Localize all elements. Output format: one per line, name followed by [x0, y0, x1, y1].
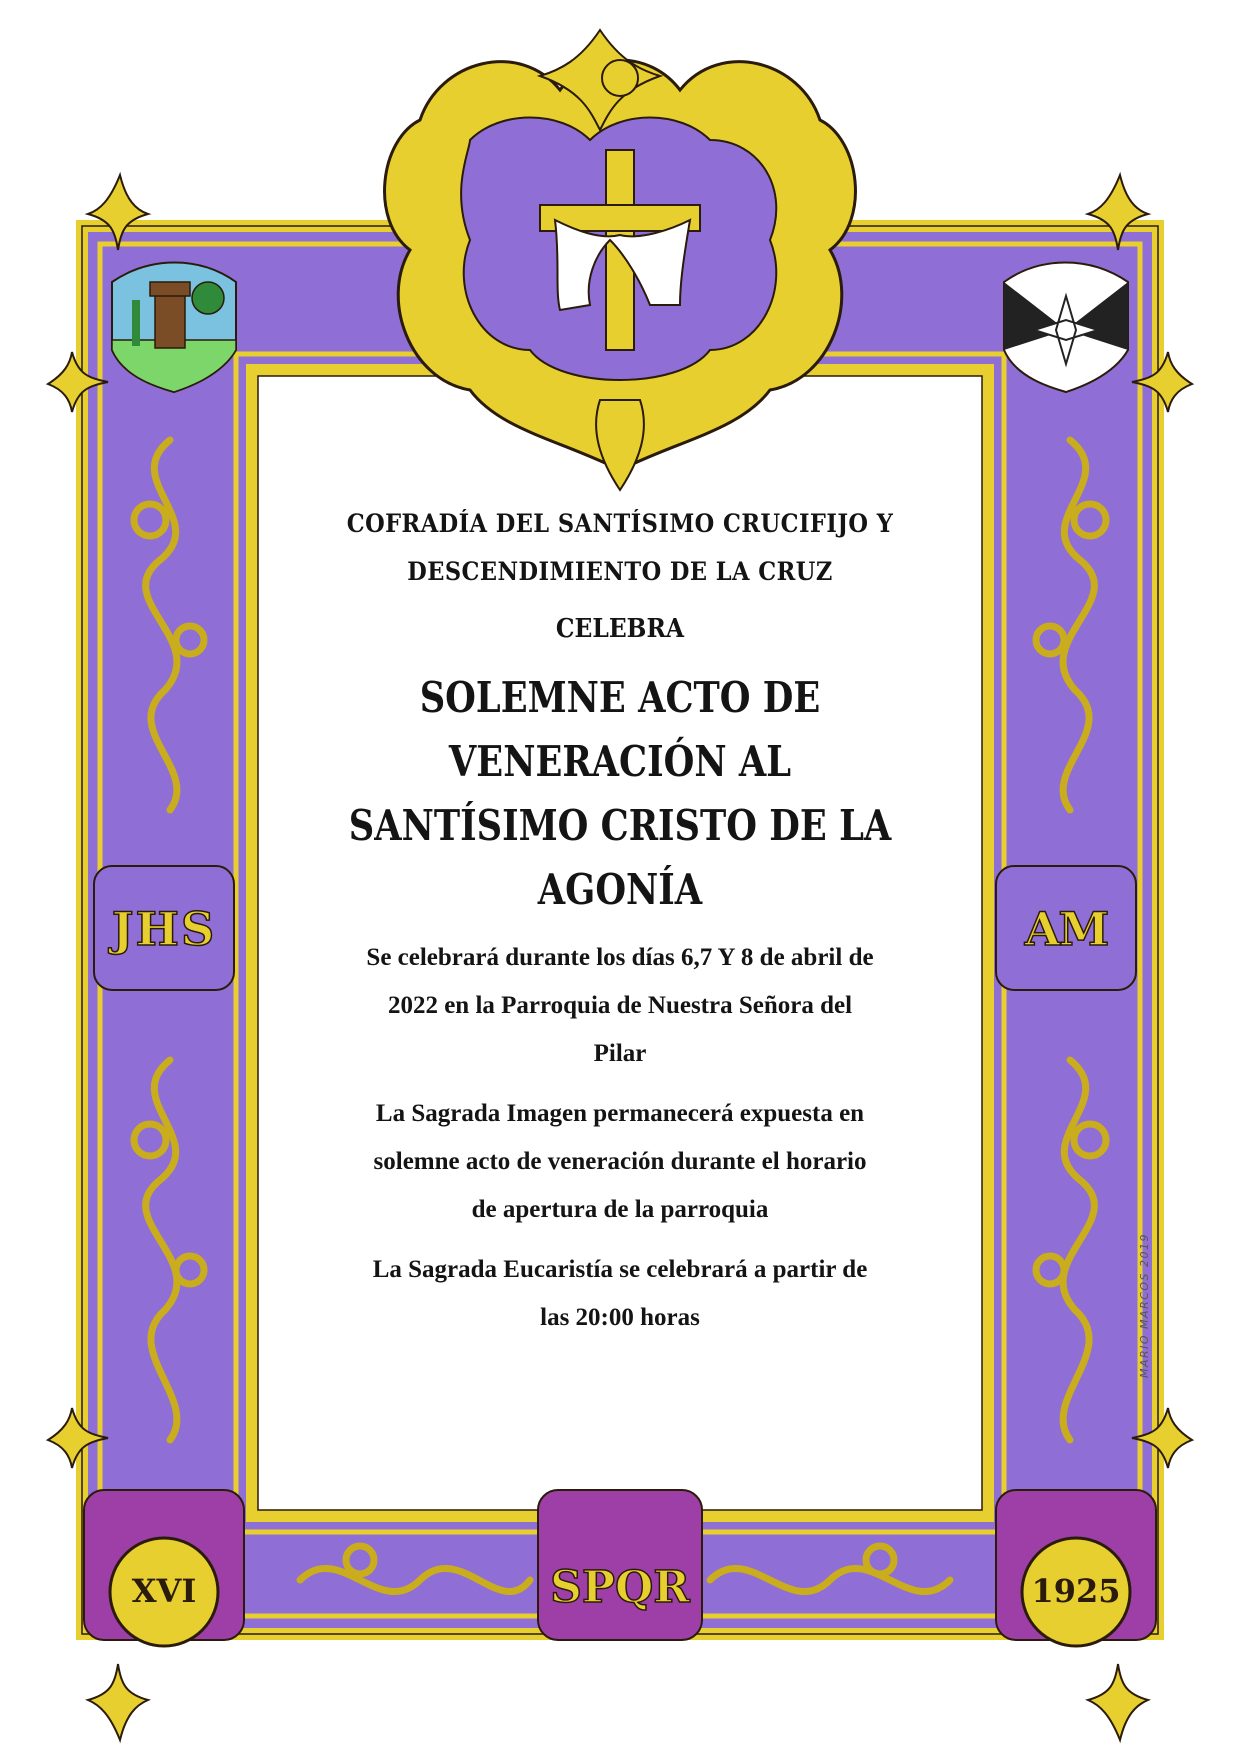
- exhibition-paragraph: [262, 1090, 978, 1234]
- eucharist-line-1: La Sagrada Eucaristía se celebrará a partir de: [372, 1256, 868, 1283]
- eucharist-line-2: las 20:00 horas: [540, 1304, 700, 1331]
- exhibition-line-3: de apertura de la parroquia: [471, 1196, 769, 1223]
- exhibition-line-1: La Sagrada Imagen permanecerá expuesta en: [375, 1100, 865, 1127]
- dates-line-3: Pilar: [593, 1040, 647, 1067]
- celebra-heading: CELEBRA: [555, 614, 685, 644]
- am-monogram: AM: [1024, 902, 1108, 956]
- brotherhood-name: [298, 500, 942, 596]
- artist-signature: MARIO MARCOS 2019: [1138, 1232, 1151, 1378]
- exhibition-line-2: solemne acto de veneración durante el horario: [373, 1148, 867, 1175]
- eucharist-paragraph: [262, 1246, 978, 1342]
- event-title: [319, 666, 920, 922]
- event-title-line-2: VENERACIÓN AL: [448, 737, 792, 786]
- brotherhood-name-line-2: DESCENDIMIENTO DE LA CRUZ: [407, 557, 833, 586]
- year-medal-text: 1925: [1031, 1572, 1121, 1610]
- announcement-content: [262, 500, 978, 1342]
- dates-line-2: 2022 en la Parroquia de Nuestra Señora del: [387, 992, 853, 1019]
- brotherhood-name-line-1: COFRADÍA DEL SANTÍSIMO CRUCIFIJO Y: [346, 509, 894, 538]
- spqr-medal-text: SPQR: [550, 1562, 690, 1613]
- event-title-line-4: AGONÍA: [537, 865, 703, 914]
- xvi-medal-text: XVI: [131, 1572, 197, 1610]
- dates-line-1: Se celebrará durante los días 6,7 Y 8 de abril de: [366, 944, 874, 971]
- dates-paragraph: [262, 934, 978, 1078]
- event-title-line-1: SOLEMNE ACTO DE: [419, 673, 821, 722]
- event-title-line-3: SANTÍSIMO CRISTO DE LA: [348, 801, 892, 850]
- jhs-monogram: JHS: [111, 902, 217, 956]
